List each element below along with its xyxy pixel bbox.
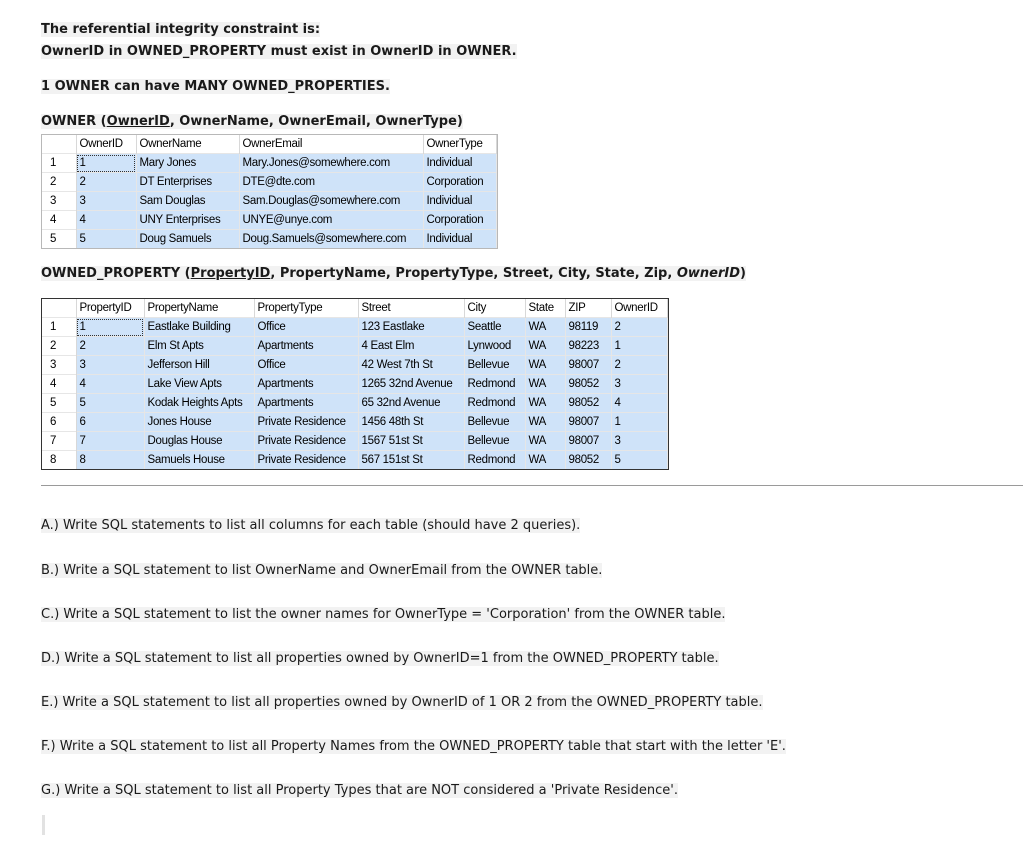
table-cell[interactable]: 3	[611, 432, 667, 451]
property-table	[42, 299, 668, 469]
table-cell[interactable]: Eastlake Building	[144, 318, 254, 337]
intro-cardinality	[41, 79, 390, 94]
table-row[interactable]	[42, 192, 496, 211]
property-col-header[interactable]: ZIP	[565, 299, 611, 318]
table-cell[interactable]: Corporation	[423, 211, 496, 230]
table-cell[interactable]: 98007	[565, 356, 611, 375]
intro-constraint-rule	[41, 44, 517, 59]
table-cell[interactable]: Bellevue	[464, 432, 525, 451]
table-cell[interactable]: Apartments	[254, 375, 358, 394]
table-cell[interactable]: 567 151st St	[358, 451, 464, 470]
owner-schema-heading	[41, 114, 463, 129]
owner-schema-rest: , OwnerName, OwnerEmail, OwnerType)	[169, 114, 463, 129]
table-row[interactable]	[42, 375, 667, 394]
property-row-number-header	[42, 299, 76, 318]
property-col-header[interactable]: PropertyID	[76, 299, 144, 318]
table-cell[interactable]: Corporation	[423, 173, 496, 192]
row-number[interactable]: 2	[42, 337, 76, 356]
row-number[interactable]: 3	[42, 356, 76, 375]
table-cell[interactable]: DT Enterprises	[136, 173, 239, 192]
table-cell[interactable]: Jefferson Hill	[144, 356, 254, 375]
table-cell[interactable]: Sam.Douglas@somewhere.com	[239, 192, 423, 211]
row-number[interactable]: 1	[42, 318, 76, 337]
question-b-text: B.) Write a SQL statement to list OwnerName and OwnerEmail from the OWNER table.	[41, 563, 603, 578]
row-number[interactable]: 6	[42, 413, 76, 432]
owner-row-number-header	[42, 135, 76, 154]
text-cursor[interactable]	[42, 815, 45, 835]
property-col-header[interactable]: City	[464, 299, 525, 318]
table-cell[interactable]: 1	[76, 318, 144, 337]
table-row[interactable]	[42, 173, 496, 192]
table-cell[interactable]: Mary.Jones@somewhere.com	[239, 154, 423, 173]
table-cell[interactable]: 98007	[565, 432, 611, 451]
table-cell[interactable]: WA	[525, 375, 565, 394]
row-number[interactable]: 3	[42, 192, 76, 211]
table-row[interactable]	[42, 230, 496, 249]
table-cell[interactable]: Elm St Apts	[144, 337, 254, 356]
question-c	[41, 607, 725, 622]
table-cell[interactable]: WA	[525, 451, 565, 470]
table-cell[interactable]: Doug Samuels	[136, 230, 239, 249]
table-cell[interactable]: 2	[76, 337, 144, 356]
property-col-header[interactable]: Street	[358, 299, 464, 318]
table-cell[interactable]: 5	[76, 394, 144, 413]
table-cell[interactable]: Apartments	[254, 394, 358, 413]
table-cell[interactable]: Seattle	[464, 318, 525, 337]
table-cell[interactable]: 42 West 7th St	[358, 356, 464, 375]
row-number[interactable]: 4	[42, 211, 76, 230]
property-results-grid[interactable]	[41, 298, 669, 470]
row-number[interactable]: 5	[42, 230, 76, 249]
owner-col-header[interactable]: OwnerName	[136, 135, 239, 154]
intro-line-1: The referential integrity constraint is:	[41, 22, 321, 37]
property-schema-heading	[41, 266, 746, 281]
owner-schema-name: OWNER (	[41, 114, 107, 129]
table-cell[interactable]: 1456 48th St	[358, 413, 464, 432]
table-cell[interactable]: Redmond	[464, 375, 525, 394]
table-row[interactable]	[42, 211, 496, 230]
question-a-text: A.) Write SQL statements to list all columns for each table (should have 2 queries).	[41, 518, 581, 533]
table-cell[interactable]: Redmond	[464, 394, 525, 413]
table-cell[interactable]: Bellevue	[464, 356, 525, 375]
property-schema-fk: OwnerID	[676, 266, 740, 281]
table-cell[interactable]: 1	[611, 413, 667, 432]
table-row[interactable]	[42, 154, 496, 173]
property-schema-close: )	[739, 266, 746, 281]
table-cell[interactable]: 4	[611, 394, 667, 413]
row-number[interactable]: 4	[42, 375, 76, 394]
table-row[interactable]	[42, 413, 667, 432]
table-cell[interactable]: Jones House	[144, 413, 254, 432]
table-cell[interactable]: 2	[611, 356, 667, 375]
property-col-header[interactable]: OwnerID	[611, 299, 667, 318]
table-cell[interactable]: 1567 51st St	[358, 432, 464, 451]
table-cell[interactable]: Lake View Apts	[144, 375, 254, 394]
table-cell[interactable]: 6	[76, 413, 144, 432]
table-cell[interactable]: Apartments	[254, 337, 358, 356]
table-cell[interactable]: Individual	[423, 230, 496, 249]
property-col-header[interactable]: PropertyType	[254, 299, 358, 318]
table-cell[interactable]: Office	[254, 356, 358, 375]
question-e	[41, 695, 763, 710]
table-cell[interactable]: Office	[254, 318, 358, 337]
table-cell[interactable]: 4	[76, 375, 144, 394]
table-cell[interactable]: WA	[525, 394, 565, 413]
property-schema-name: OWNED_PROPERTY (	[41, 266, 191, 281]
table-cell[interactable]: Douglas House	[144, 432, 254, 451]
table-row[interactable]	[42, 356, 667, 375]
intro-line-2: OwnerID in OWNED_PROPERTY must exist in OwnerID in OWNER.	[41, 44, 517, 59]
question-c-text: C.) Write a SQL statement to list the owner names for OwnerType = 'Corporation' from the OWNER table.	[41, 607, 726, 622]
table-cell[interactable]: UNYE@unye.com	[239, 211, 423, 230]
table-cell[interactable]: UNY Enterprises	[136, 211, 239, 230]
row-number[interactable]: 2	[42, 173, 76, 192]
table-cell[interactable]: 8	[76, 451, 144, 470]
intro-constraint-heading	[41, 22, 320, 37]
table-cell[interactable]: 2	[611, 318, 667, 337]
question-a	[41, 518, 580, 533]
table-row[interactable]	[42, 394, 667, 413]
table-cell[interactable]: Kodak Heights Apts	[144, 394, 254, 413]
table-cell[interactable]: 98119	[565, 318, 611, 337]
row-number[interactable]: 1	[42, 154, 76, 173]
table-cell[interactable]: Private Residence	[254, 413, 358, 432]
property-col-header[interactable]: PropertyName	[144, 299, 254, 318]
table-cell[interactable]: 1265 32nd Avenue	[358, 375, 464, 394]
table-cell[interactable]: Samuels House	[144, 451, 254, 470]
table-cell[interactable]: 98223	[565, 337, 611, 356]
property-schema-rest: , PropertyName, PropertyType, Street, City, State, Zip,	[270, 266, 677, 281]
table-cell[interactable]: Sam Douglas	[136, 192, 239, 211]
table-cell[interactable]: 5	[611, 451, 667, 470]
table-cell[interactable]: WA	[525, 432, 565, 451]
owner-table	[42, 135, 497, 248]
table-cell[interactable]: 98052	[565, 451, 611, 470]
row-number[interactable]: 7	[42, 432, 76, 451]
question-g-text: G.) Write a SQL statement to list all Property Types that are NOT considered a 'Private Residence'.	[41, 783, 678, 798]
question-d-text: D.) Write a SQL statement to list all properties owned by OwnerID=1 from the OWNED_PROPERTY table.	[41, 651, 719, 666]
owner-header-row	[42, 135, 496, 154]
table-cell[interactable]: Mary Jones	[136, 154, 239, 173]
table-cell[interactable]: 1	[611, 337, 667, 356]
table-cell[interactable]: WA	[525, 337, 565, 356]
property-schema-pk: PropertyID	[190, 266, 271, 281]
table-cell[interactable]: Lynwood	[464, 337, 525, 356]
table-row[interactable]	[42, 432, 667, 451]
row-number[interactable]: 5	[42, 394, 76, 413]
row-number[interactable]: 8	[42, 451, 76, 470]
table-cell[interactable]: 1	[76, 154, 136, 173]
property-col-header[interactable]: State	[525, 299, 565, 318]
question-f	[41, 739, 786, 754]
owner-col-header[interactable]: OwnerType	[423, 135, 496, 154]
table-cell[interactable]: 4 East Elm	[358, 337, 464, 356]
table-cell[interactable]: 65 32nd Avenue	[358, 394, 464, 413]
table-cell[interactable]: 98052	[565, 394, 611, 413]
question-f-text: F.) Write a SQL statement to list all Property Names from the OWNED_PROPERTY table that start with the letter 'E'.	[41, 739, 786, 754]
table-cell[interactable]: 98052	[565, 375, 611, 394]
owner-schema-pk: OwnerID	[106, 114, 170, 129]
owner-col-header[interactable]: OwnerEmail	[239, 135, 423, 154]
table-cell[interactable]: Bellevue	[464, 413, 525, 432]
table-cell[interactable]: 123 Eastlake	[358, 318, 464, 337]
table-row[interactable]	[42, 451, 667, 470]
table-cell[interactable]: 2	[76, 173, 136, 192]
table-cell[interactable]: Private Residence	[254, 432, 358, 451]
table-cell[interactable]: WA	[525, 413, 565, 432]
table-row[interactable]	[42, 318, 667, 337]
table-cell[interactable]: 7	[76, 432, 144, 451]
owner-results-grid[interactable]	[41, 134, 498, 249]
table-cell[interactable]: WA	[525, 356, 565, 375]
question-d	[41, 651, 719, 666]
table-cell[interactable]: 3	[611, 375, 667, 394]
question-e-text: E.) Write a SQL statement to list all properties owned by OwnerID of 1 OR 2 from the OWNED_PROPERTY table.	[41, 695, 763, 710]
table-cell[interactable]: DTE@dte.com	[239, 173, 423, 192]
question-b	[41, 563, 602, 578]
table-cell[interactable]: WA	[525, 318, 565, 337]
table-cell[interactable]: Private Residence	[254, 451, 358, 470]
table-cell[interactable]: Doug.Samuels@somewhere.com	[239, 230, 423, 249]
table-cell[interactable]: Individual	[423, 192, 496, 211]
property-header-row	[42, 299, 667, 318]
table-cell[interactable]: Redmond	[464, 451, 525, 470]
table-cell[interactable]: 4	[76, 211, 136, 230]
section-divider	[41, 485, 1023, 486]
table-row[interactable]	[42, 337, 667, 356]
intro-line-3: 1 OWNER can have MANY OWNED_PROPERTIES.	[41, 79, 390, 94]
question-g	[41, 783, 678, 798]
table-cell[interactable]: 98007	[565, 413, 611, 432]
table-cell[interactable]: Individual	[423, 154, 496, 173]
table-cell[interactable]: 5	[76, 230, 136, 249]
owner-col-header[interactable]: OwnerID	[76, 135, 136, 154]
table-cell[interactable]: 3	[76, 192, 136, 211]
table-cell[interactable]: 3	[76, 356, 144, 375]
